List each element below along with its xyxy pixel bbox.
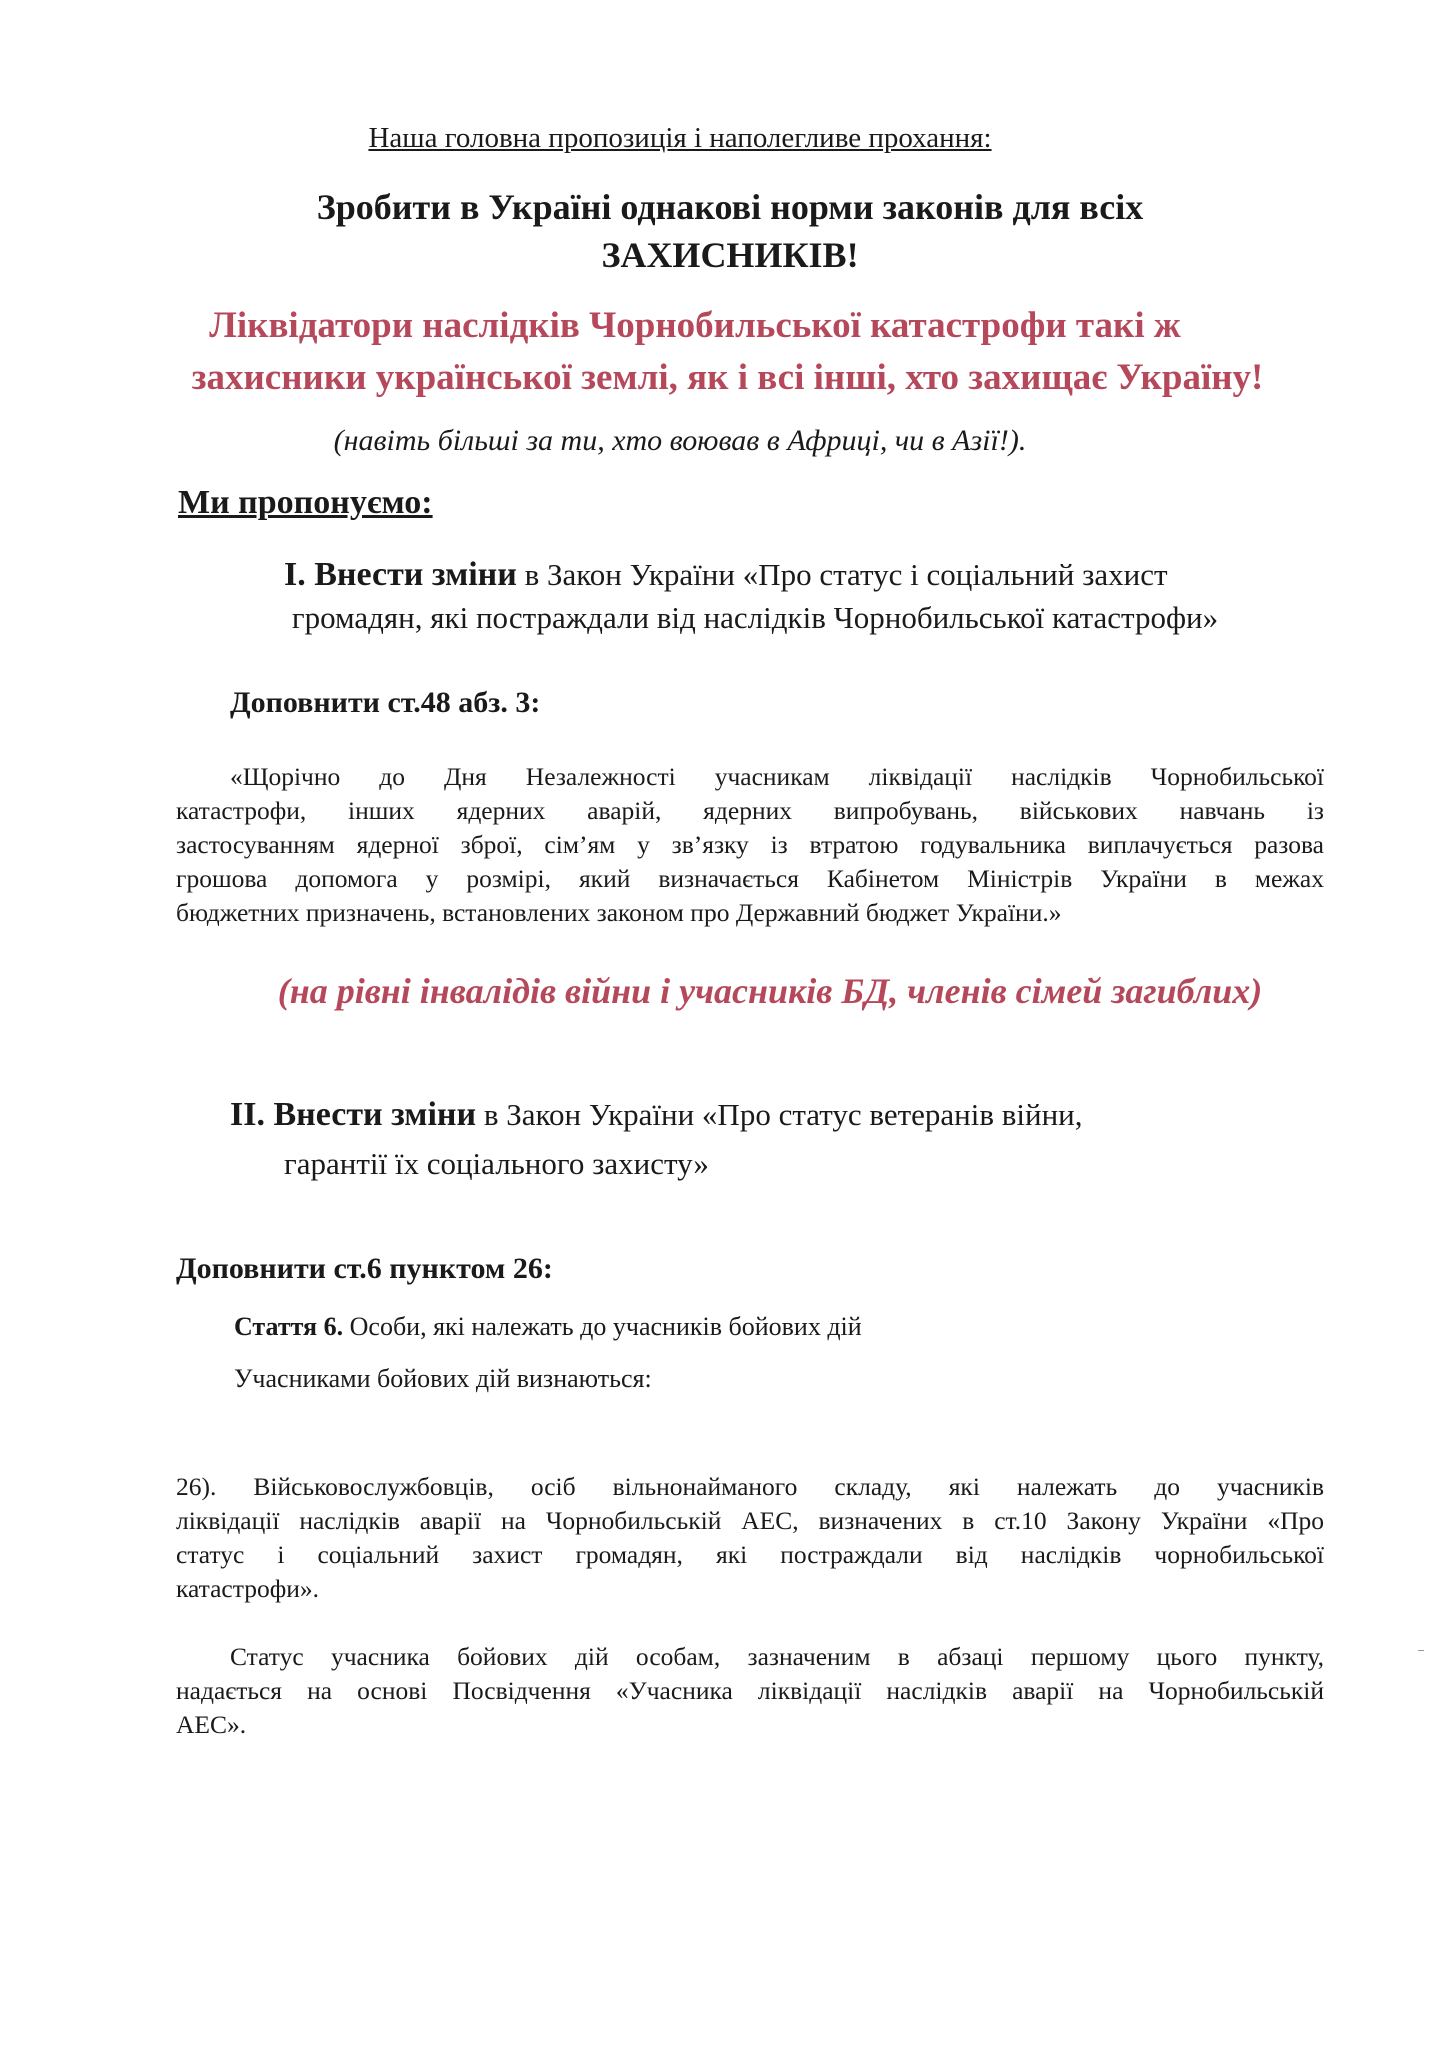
intro-line: Наша головна пропозиція і наполегливе прохання: [368, 122, 992, 154]
section2-lead: II. Внести зміни [230, 1096, 477, 1133]
quote-line: застосуванням ядерної зброї, сім’ям у зв’язку із втратою годувальника виплачується разова [176, 830, 1324, 859]
quote-line: бюджетних призначень, встановлених законом про Державний бюджет України.» [176, 898, 1062, 927]
item26-line: статус і соціальний захист громадян, які постраждали від наслідків чорнобильської [176, 1540, 1324, 1569]
red-statement-line2: захисники української землі, як і всі інші, хто захищає Україну! [191, 357, 1264, 398]
quote-line: «Щорічно до Дня Незалежності учасникам ліквідації наслідків Чорнобильської [230, 762, 1324, 791]
section1-line2: громадян, які постраждали від наслідків Чорнобильської катастрофи» [291, 600, 1219, 635]
status-paragraph [176, 1640, 1324, 1742]
margin-mark [1418, 1650, 1424, 1651]
article-text: Особи, які належать до учасників бойових дій [343, 1312, 862, 1341]
article-line [234, 1312, 862, 1342]
status-line: АЕС». [176, 1710, 247, 1739]
main-title-line1: Зробити в Україні однакові норми законів для всіх [316, 187, 1144, 227]
item26-paragraph [176, 1470, 1324, 1606]
quote-line: катастрофи, інших ядерних аварій, ядерних випробувань, військових навчань із [176, 796, 1324, 825]
quote-line: грошова допомога у розмірі, який визначається Кабінетом Міністрів України в межах [176, 864, 1324, 893]
proposals-heading: Ми пропонуємо: [178, 484, 433, 521]
section1-red-note: (на рівні інвалідів війни і учасників БД, членів сімей загиблих) [277, 971, 1263, 1011]
item26-line: 26). Військовослужбовців, осіб вільнонайманого складу, які належать до учасників [176, 1472, 1324, 1501]
section2-text-part1: в Закон України «Про статус ветеранів війни, [476, 1097, 1083, 1132]
article-label: Стаття 6. [234, 1312, 344, 1341]
status-line: надається на основі Посвідчення «Учасника ліквідації наслідків аварії на Чорнобильській [176, 1676, 1324, 1705]
section1-text-part1: в Закон України «Про статус і соціальний захист [516, 557, 1168, 592]
section2-line2: гарантії їх соціального захисту» [284, 1146, 709, 1181]
red-statement-line1: Ліквідатори наслідків Чорнобильської катастрофи такі ж [209, 305, 1181, 346]
participants-line: Учасниками бойових дій визнаються: [234, 1364, 652, 1393]
section2-amend-heading: Доповнити ст.6 пунктом 26: [176, 1252, 553, 1285]
section1-line1 [284, 556, 1168, 594]
section1-quote [176, 760, 1324, 930]
aside-note: (навіть більші за ти, хто воював в Африці, чи в Азії!). [333, 424, 1027, 457]
item26-line: катастрофи». [176, 1574, 320, 1603]
section1-lead: I. Внести зміни [284, 556, 517, 593]
section2-line1 [230, 1096, 1316, 1134]
status-line: Статус учасника бойових дій особам, зазначеним в абзаці першому цього пункту, [230, 1642, 1324, 1671]
section1-amend-heading: Доповнити ст.48 абз. 3: [230, 686, 541, 719]
main-title-line2: ЗАХИСНИКІВ! [601, 235, 859, 275]
item26-line: ліквідації наслідків аварії на Чорнобильській АЕС, визначених в ст.10 Закону України «Про [176, 1506, 1324, 1535]
